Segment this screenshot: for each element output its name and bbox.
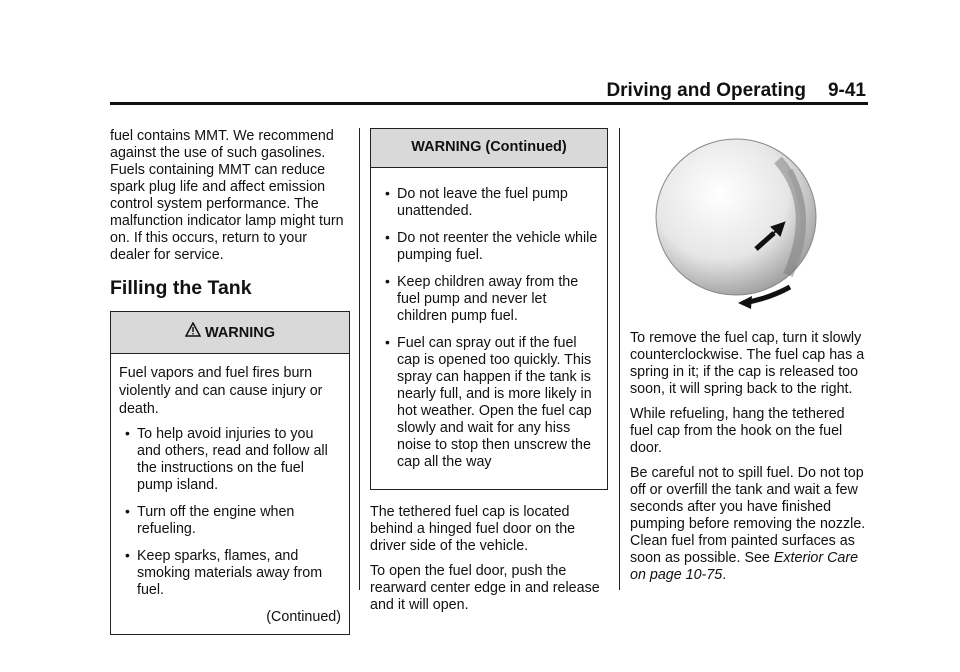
warning-title: WARNING [204,325,276,341]
warning-body [371,168,607,489]
warning-header [111,312,349,354]
column-3 [630,330,870,592]
section-title: Driving and Operating [606,80,806,101]
list-item: • Do not leave the fuel pump unattended. [379,186,599,220]
list-item: • Keep sparks, flames, and smoking materials away from fuel. [119,548,341,599]
column-1 [110,128,350,635]
list-item: • Keep children away from the fuel pump and never let children pump fuel. [379,274,599,325]
warning-box [110,311,350,635]
list-item: • Turn off the engine when refueling. [119,504,341,538]
warning-list [119,426,341,599]
section-heading: Filling the Tank [110,277,252,299]
warning-body [111,354,349,634]
paragraph: While refueling, hang the tethered fuel cap from the hook on the fuel door. [630,406,845,456]
warning-header: WARNING (Continued) [371,129,607,168]
intro-paragraph: fuel contains MMT. We recommend against the use of such gasolines. Fuels containing MMT can reduce spark plug life and affect emission control system performance. The malfunction indicator lamp might turn on. If this occurs, return to your dealer for service. [110,128,344,263]
list-item: • To help avoid injuries to you and others, read and follow all the instructions on the fuel pump island. [119,426,341,494]
paragraph: To remove the fuel cap, turn it slowly counterclockwise. The fuel cap has a spring in it; if the cap is released too soon, it will spring back to the right. [630,330,865,397]
warning-lead: Fuel vapors and fuel fires burn violently and can cause injury or death. [119,365,323,417]
column-2 [370,128,608,622]
list-item: • Fuel can spray out if the fuel cap is opened too quickly. This spray can happen if the tank is nearly full, and is more likely in hot weather. Open the fuel cap slowly and wait for any hiss noise to stop then unscrew the cap all the way [379,335,599,471]
list-item: • Do not reenter the vehicle while pumping fuel. [379,230,599,264]
fuel-cap-illustration [648,135,828,310]
warning-icon [185,322,201,341]
page-number: 9-41 [827,80,866,101]
cross-reference-link[interactable]: Exterior Care on page 10-75 [630,550,859,583]
paragraph-end: . [722,567,727,583]
column-divider [359,128,360,590]
paragraph: To open the fuel door, push the rearward center edge in and release and it will open. [370,563,600,613]
warning-list [379,186,599,471]
warning-box-continued [370,128,608,490]
paragraph: The tethered fuel cap is located behind a hinged fuel door on the driver side of the vehicle. [370,504,576,554]
paragraph-text: Be careful not to spill fuel. Do not top off or overfill the tank and wait a few seconds after you have finished pumping before removing the nozzle. Clean fuel from painted surfaces as soon as possible. See [630,465,866,566]
continued-label: (Continued) [266,609,341,625]
column-divider [619,128,620,590]
header-rule [110,102,868,105]
page-header [600,80,866,102]
paragraph [630,465,870,584]
